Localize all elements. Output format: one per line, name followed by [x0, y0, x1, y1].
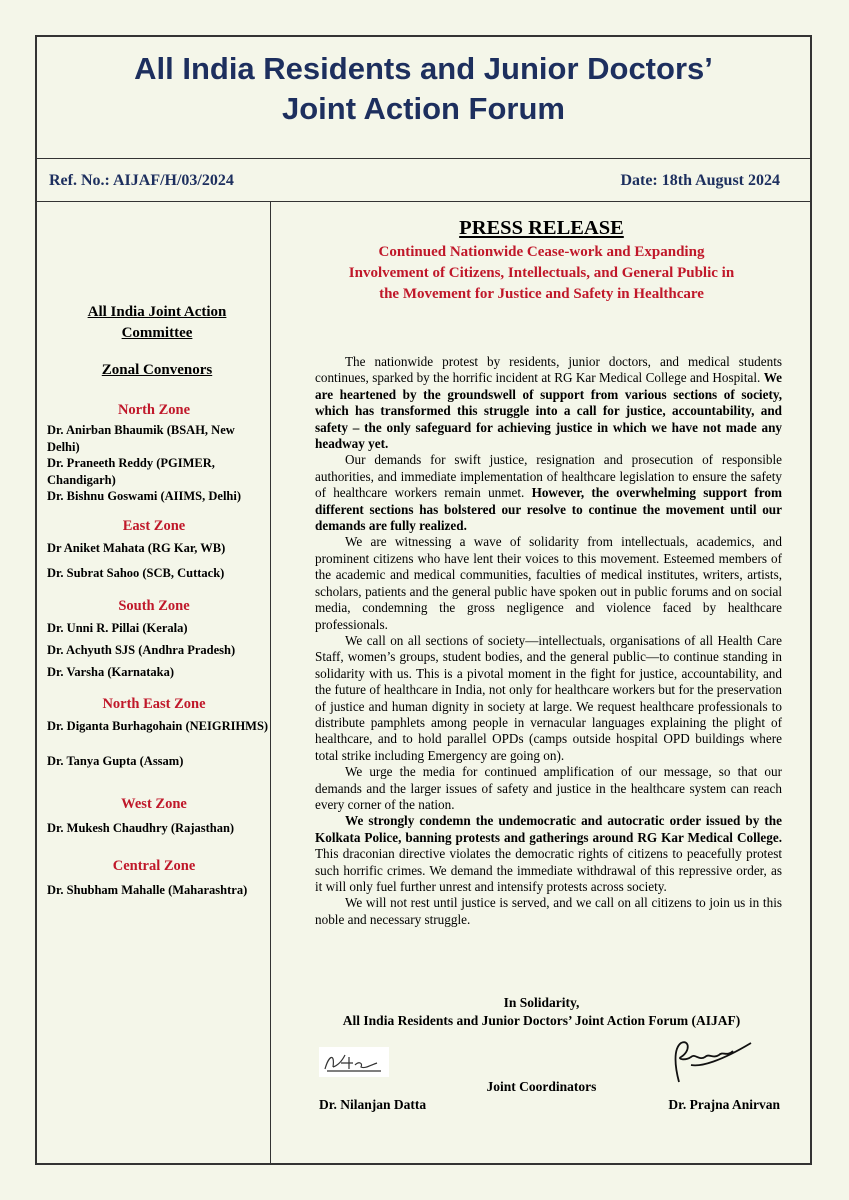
press-release-title: PRESS RELEASE [459, 217, 624, 239]
member-name: Dr. Diganta Burhagohain (NEIGRIHMS) [47, 719, 269, 733]
signature-left-image [319, 1047, 389, 1077]
letterhead [37, 37, 810, 159]
title-line-1: All India Residents and Junior Doctors’ [134, 51, 713, 86]
zone-heading-central: Central Zone [112, 858, 196, 874]
signer-left-name: Dr. Nilanjan Datta [319, 1097, 427, 1112]
member-name: Dr. Mukesh Chaudhry (Rajasthan) [47, 821, 235, 835]
paragraph-4: We call on all sections of society—intellectuals, organisations of all Health Care Staff, women’s groups, student bodies, and the general public—to continue standing in solidarity with us. This is a pivotal moment in the fight for justice, accountability, and the future of healthcare in India, not only for healthcare workers but for the preservation of justice and human dignity in society at large. We request healthcare professionals to distribute pamphlets among people in vernacular languages explaining the plight of healthcare, and to hold parallel OPDs (camps outside hospital OPD buildings where total strike including Emergency are going on). [315, 632, 782, 763]
release-paragraphs [315, 354, 782, 928]
zone-heading-north-east: North East Zone [102, 696, 206, 712]
paragraph-2: Our demands for swift justice, resignation and prosecution of responsible authorities, and immediate implementation of healthcare legislation to ensure the safety of healthcare workers remain unmet. However, the overwhelming support from different sections has bolstered our resolve to continue the movement until our demands are fully realized. [315, 452, 782, 534]
member-name: Dr. Achyuth SJS (Andhra Pradesh) [47, 643, 236, 657]
joint-coordinators-label: Joint Coordinators [486, 1079, 597, 1094]
press-release-body [271, 202, 812, 1165]
reference-bar [37, 159, 810, 202]
zone-heading-north: North Zone [117, 402, 191, 418]
member-name: Dr. Varsha (Karnataka) [47, 665, 174, 679]
reference-number: Ref. No.: AIJAF/H/03/2024 [49, 172, 234, 189]
title-line-2: Joint Action Forum [282, 91, 565, 126]
member-name: Dr. Anirban Bhaumik (BSAH, New Delhi) [47, 423, 235, 454]
paragraph-3: We are witnessing a wave of solidarity from intellectuals, academics, and prominent citizens who have lent their voices to this movement. Esteemed members of the academic and medical communities, faculties of medical institutes, writers, artists, scholars, patients and the general public have spoken out in public forums and on social media, condemning the gross negligence and violence faced by healthcare professionals. [315, 534, 782, 632]
paragraph-6: We strongly condemn the undemocratic and autocratic order issued by the Kolkata Police, banning protests and gatherings around RG Kar Medical College. This draconian directive violates the democratic rights of citizens to peacefully protest such horrific crimes. We demand the immediate withdrawal of this repressive order, as it will only fuel further unrest and intensify protests across society. [315, 813, 782, 894]
organization-title [37, 37, 810, 129]
member-name: Dr. Bishnu Goswami (AIIMS, Delhi) [47, 489, 242, 503]
member-name: Dr Aniket Mahata (RG Kar, WB) [47, 541, 226, 555]
member-name: Dr. Shubham Mahalle (Maharashtra) [47, 883, 248, 897]
paragraph-5: We urge the media for continued amplification of our message, so that our demands and the larger issues of safety and justice in the healthcare system can reach every corner of the nation. [315, 764, 782, 812]
document-frame [35, 35, 812, 1165]
document-date: Date: 18th August 2024 [620, 172, 780, 189]
committee-sidebar [37, 202, 271, 1165]
zone-heading-east: East Zone [122, 518, 186, 534]
member-name: Dr. Unni R. Pillai (Kerala) [47, 621, 188, 635]
paragraph-1: The nationwide protest by residents, junior doctors, and medical students continues, sparked by the horrific incident at RG Kar Medical College and Hospital. We are heartened by the groundswell of support from various sections of society, which has transformed this struggle into a call for justice, accountability, and safety – the only safeguard for achieving justice in which we have not made any headway yet. [315, 354, 782, 452]
member-name: Dr. Tanya Gupta (Assam) [47, 754, 184, 768]
committee-title: All India Joint Action Committee [87, 304, 227, 341]
member-name: Dr. Praneeth Reddy (PGIMER, Chandigarh) [47, 456, 215, 487]
signature-left-icon [319, 1047, 389, 1077]
zone-heading-west: West Zone [121, 796, 187, 812]
member-name: Dr. Subrat Sahoo (SCB, Cuttack) [47, 566, 225, 580]
paragraph-7: We will not rest until justice is served, and we call on all citizens to join us in this noble and necessary struggle. [315, 895, 782, 927]
signer-right-name: Dr. Prajna Anirvan [668, 1097, 780, 1112]
press-release-subtitle: Continued Nationwide Cease-work and Expanding Involvement of Citizens, Intellectuals, and General Public in the Movement for Justice and Safety in Healthcare [348, 244, 735, 302]
zonal-convenors-heading: Zonal Convenors [101, 362, 213, 378]
closing-block: In Solidarity, All India Residents and Junior Doctors’ Joint Action Forum (AIJAF) [342, 995, 741, 1028]
zone-heading-south: South Zone [118, 598, 190, 614]
